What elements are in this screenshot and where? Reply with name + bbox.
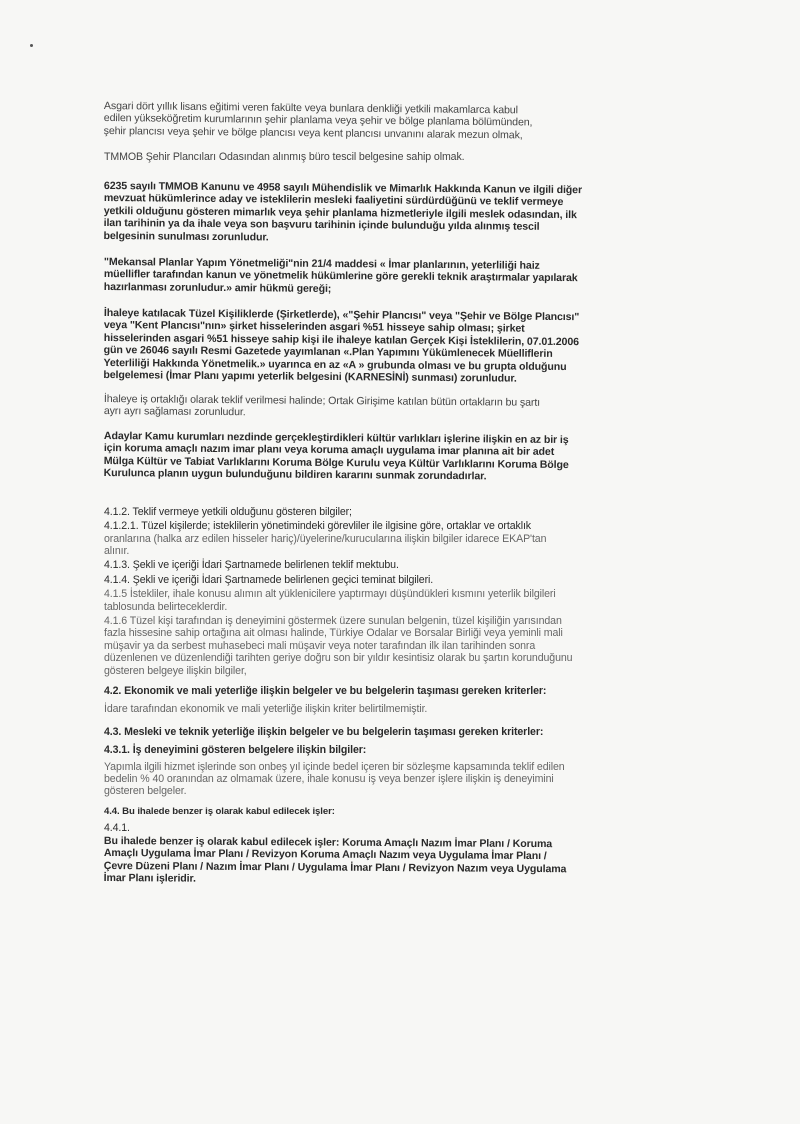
text-line: Yeterliliği Hakkında Yönetmelik.» uyarınca en az «A » grubunda olması ve bu grupta olduğunu [103,356,567,373]
text-line: 4.3.1. İş deneyimini gösteren belgelere ilişkin bilgiler: [104,744,367,757]
text-line: İmar Planı işleridir. [103,871,196,885]
text-line: için koruma amaçlı nazım imar planı veya koruma amaçlı uygulama imar planına ait bir adet [103,442,555,459]
section-4-1-4 [104,574,710,586]
text-line: belgelemesi (İmar Planı yapımı yeterlik belgesini (KARNESİNİ) sunması) zorunludur. [103,368,517,385]
section-4-1-6 [104,615,710,677]
text-line: Adaylar Kamu kurumları nezdinde gerçekleştirdikleri kültür varlıkları işlerine ilişkin en az bir iş [103,430,569,447]
text-line: müşavir ya da serbest muhasebeci mali müşavir veya noter tarafından ilk ilan tarihinden sonra [104,639,536,652]
paragraph-legal-entity-shares [103,307,710,387]
text-4-2 [104,703,710,715]
text-line: 4.1.2. Teklif vermeye yetkili olduğunu gösteren bilgiler; [104,505,352,518]
text-line: edilen yükseköğretim kurumlarının şehir planlama veya şehir ve bölge planlama bölümünden, [103,112,533,129]
paragraph-joint-venture [104,393,710,423]
text-line: 4.1.3. Şekli ve içeriği İdari Şartnamede belirlenen teklif mektubu. [104,559,399,572]
paragraph-cultural-assets [104,430,710,485]
text-line: Yapımla ilgili hizmet işlerinde son onbeş yıl içinde bedel içeren bir sözleşme kapsamında teklif edilen [104,760,565,773]
text-line: düzenlenen ve düzenlendiği tarihten geriye doğru son bir yıldır kesintisiz olarak bu şartın korunduğunu [104,652,573,665]
text-4-4-1 [104,835,710,889]
text-line: müellifler tarafından kanun ve yönetmelik hükümlerine göre gerekli teknik araştırmalar yapılarak [103,268,578,285]
number-4-4-1 [104,822,710,834]
text-line: gösteren belgeye ilişkin bilgiler, [104,664,247,677]
text-line: yetkili olduğunu gösteren mimarlık veya şehir planlama hizmetleriyle ilgili meslek odasından, ilk [103,204,577,221]
text-line: İhaleye iş ortaklığı olarak teklif verilmesi halinde; Ortak Girişime katılan bütün ortakların bu şartı [103,393,541,410]
text-line: bedelin % 40 oranından az olmamak üzere, ihale konusu iş veya benzer işlere ilişkin iş deneyimini [104,773,554,786]
text-line: mevzuat hükümlerince aday ve isteklilerin mesleki faaliyetini sürdürdüğünü ve teklif vermeye [103,192,564,209]
text-line: ayrı ayrı sağlaması zorunludur. [103,405,246,419]
text-line: gün ve 26046 sayılı Resmi Gazetede yayımlanan «.Plan Yapımını Yükümlenecek Müelliflerin [103,344,553,361]
text-line: 4.1.6 Tüzel kişi tarafından iş deneyimini göstermek üzere sunulan belgenin, tüzel kişiliğin yarısından [104,615,562,627]
text-line: Amaçlı Uygulama İmar Planı / Revizyon Koruma Amaçlı Nazım veya Uygulama İmar Planı / [103,847,547,863]
heading-4-2 [104,685,710,697]
section-4-1-3 [104,559,710,571]
text-line: 4.4.1. [104,822,130,835]
text-line: 4.1.2.1. Tüzel kişilerde; isteklilerin yönetimindeki görevliler ile ilgisine göre, ortaklar ve ortaklık [104,520,531,533]
text-line: Mülga Kültür ve Tabiat Varlıklarını Koruma Bölge Kurulu veya Kültür Varlıklarını Koruma Bölge [103,454,569,471]
text-line: 4.4. Bu ihalede benzer iş olarak kabul edilecek işler: [104,805,335,817]
text-line: belgesinin sunulması zorunludur. [103,229,269,243]
text-line: Bu ihalede benzer iş olarak kabul edilecek işler: Koruma Amaçlı Nazım İmar Planı / Koruma [103,834,553,850]
text-line: gösteren belgeler. [104,785,187,798]
paragraph-office-registration [104,151,710,163]
text-4-3-1 [104,761,710,798]
heading-4-4 [104,806,710,818]
paragraph-chamber-certificate [103,180,710,247]
text-line: 4.1.4. Şekli ve içeriği İdari Şartnamede belirlenen geçici teminat bilgileri. [104,573,434,586]
heading-4-3 [104,726,710,738]
text-line: 4.2. Ekonomik ve mali yeterliğe ilişkin belgeler ve bu belgelerin taşıması gereken kriterler: [104,685,547,698]
section-4-1-2 [104,506,710,518]
text-line: fazla hissesine sahip ortağına ait olması halinde, Türkiye Odalar ve Borsalar Birliği veya yeminli mali [104,627,563,640]
text-line: hisselerinden asgari %51 hisseye sahip kişi ile ihaleye katılan Gerçek Kişi İsteklilerin, 07.01.2006 [103,331,579,348]
text-line: Çevre Düzeni Planı / Nazım İmar Planı / Uygulama İmar Planı / Revizyon Nazım veya Uygulama [103,859,567,875]
paragraph-education-requirement [104,100,710,144]
text-line: ilan tarihinin ya da ihale veya son başvuru tarihinin içinde bulunduğu yılda alınmış tescil [103,216,540,233]
text-line: şehir plancısı veya şehir ve bölge plancısı veya kent plancısı unvanını alarak mezun olmak, [103,124,523,142]
text-line: alınır. [104,544,130,557]
text-line: "Mekansal Planlar Yapım Yönetmeliği"nin 21/4 maddesi « İmar planlarının, yeterliliği haiz [103,255,540,272]
document-body [104,100,710,894]
text-line: İhaleye katılacak Tüzel Kişiliklerde (Şirketlerde), «"Şehir Plancısı" veya "Şehir ve Bölge Plancısı" [103,306,580,324]
text-line: TMMOB Şehir Plancıları Odasından alınmış büro tescil belgesine sahip olmak. [104,151,465,164]
paragraph-spatial-plans-regulation [104,256,710,299]
section-4-1-2-1 [104,520,710,557]
text-line: İdare tarafından ekonomik ve mali yeterliğe ilişkin kriter belirtilmemiştir. [104,703,428,716]
text-line: Asgari dört yıllık lisans eğitimi veren fakülte veya bunlara denkliği yetkili makamlarca kabul [103,100,518,117]
text-line: Kurulunca planın uygun bulunduğunu bildiren kararını sunmak zorundadırlar. [103,467,487,483]
text-line: 4.1.5 İstekliler, ihale konusu alımın alt yüklenicilere yaptırmayı düşündükleri kısmını yeterlik bilgileri [104,588,556,601]
text-line: veya "Kent Plancısı"nın» şirket hisselerinden asgari %51 hisseye sahip olması; şirket [103,319,525,335]
text-line: 4.3. Mesleki ve teknik yeterliğe ilişkin belgeler ve bu belgelerin taşıması gereken kriterler: [104,725,544,738]
heading-4-3-1 [104,744,710,756]
text-line: 6235 sayılı TMMOB Kanunu ve 4958 sayılı Mühendislik ve Mimarlık Hakkında Kanun ve ilgili diğer [103,179,583,196]
scan-speck [30,44,33,47]
text-line: hazırlanması zorunludur.» amir hükmü gereği; [103,280,332,295]
text-line: tablosunda belirteceklerdir. [104,600,228,613]
text-line: oranlarına (halka arz edilen hisseler hariç)/üyelerine/kurucularına ilişkin bilgiler idarece EKAP'tan [104,532,547,545]
section-4-1-5 [104,588,710,613]
